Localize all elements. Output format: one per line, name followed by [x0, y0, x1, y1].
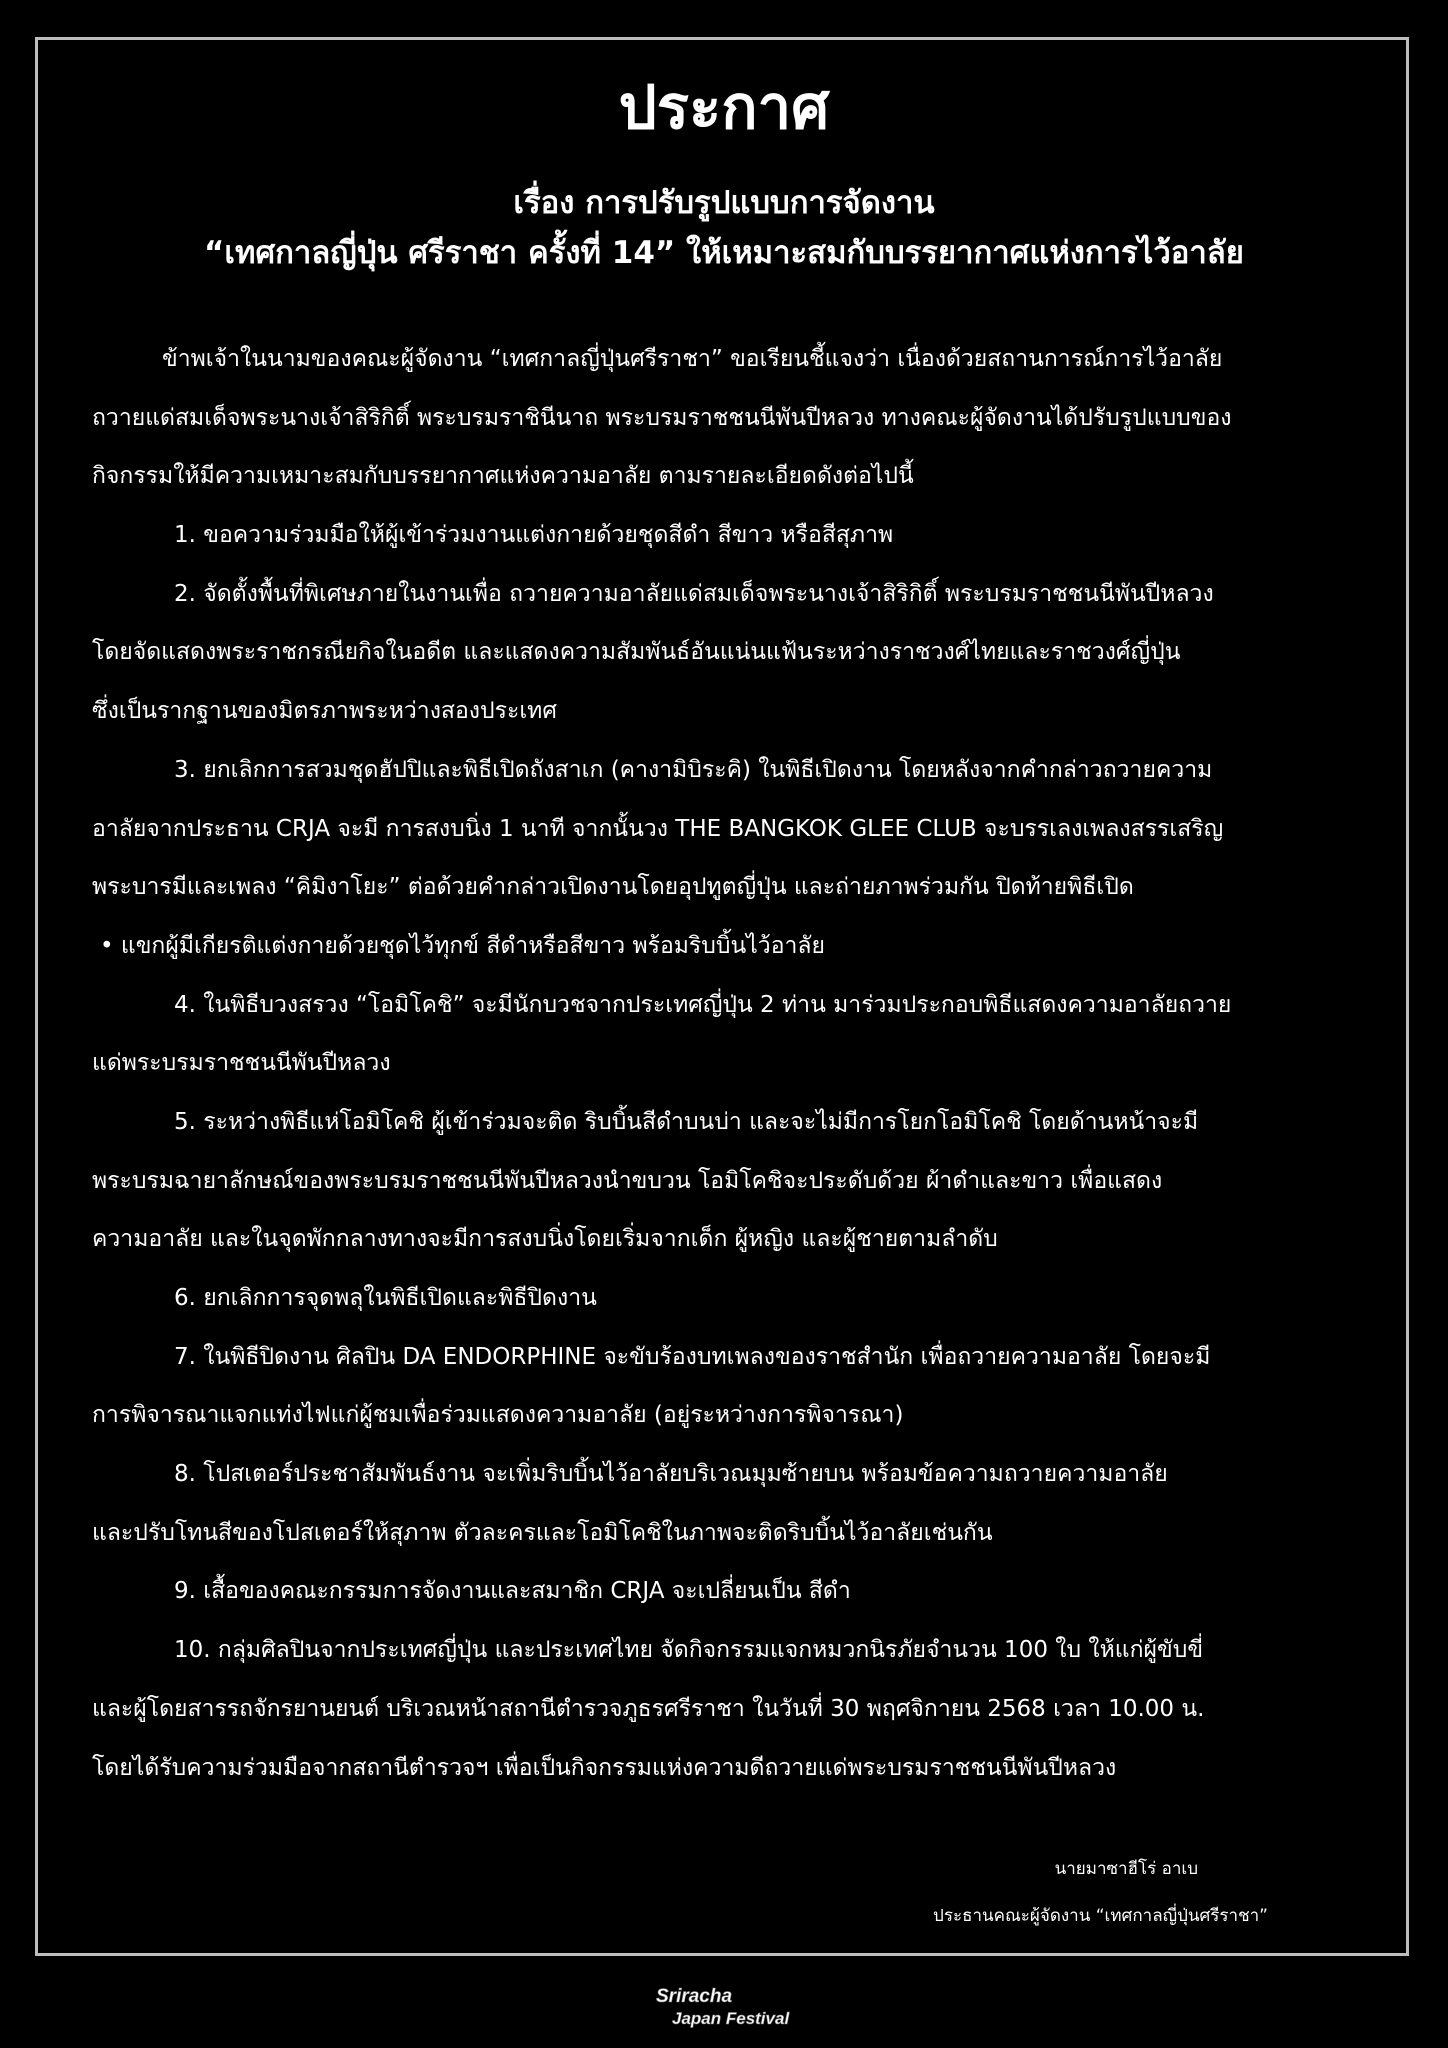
- logo-text-line-1: Sriracha: [656, 1986, 733, 2007]
- list-item-2-cont: โดยจัดแสดงพระราชกรณียกิจในอดีต และแสดงความสัมพันธ์อันแน่นแฟ้นระหว่างราชวงศ์ไทยและราชวงศ์ญี่ปุ่น: [92, 639, 1181, 666]
- signatory-role: ประธานคณะผู้จัดงาน “เทศกาลญี่ปุ่นศรีราชา”: [933, 1906, 1268, 1926]
- list-item-3-cont: พระบารมีและเพลง “คิมิงาโยะ” ต่อด้วยคำกล่าวเปิดงานโดยอุปทูตญี่ปุ่น และถ่ายภาพร่วมกัน ปิดท้ายพิธีเปิด: [92, 874, 1134, 901]
- list-item-4: 4. ในพิธีบวงสรวง “โอมิโคชิ” จะมีนักบวชจากประเทศญี่ปุ่น 2 ท่าน มาร่วมประกอบพิธีแสดงความอาลัยถวาย: [174, 991, 1232, 1018]
- list-item-6: 6. ยกเลิกการจุดพลุในพิธีเปิดและพิธีปิดงาน: [174, 1285, 597, 1311]
- list-item-3: 3. ยกเลิกการสวมชุดฮัปปิและพิธีเปิดถังสาเก (คางามิบิระคิ) ในพิธีเปิดงาน โดยหลังจากคำกล่าวถวายความ: [174, 756, 1213, 783]
- page-title: ประกาศ: [618, 73, 830, 143]
- list-item-1: 1. ขอความร่วมมือให้ผู้เข้าร่วมงานแต่งกายด้วยชุดสีดำ สีขาว หรือสีสุภาพ: [174, 522, 894, 549]
- list-item-5-cont: พระบรมฉายาลักษณ์ของพระบรมราชชนนีพันปีหลวงนำขบวน โอมิโคชิจะประดับด้วย ผ้าดำและขาว เพื่อแสดง: [92, 1167, 1163, 1194]
- list-item-3-cont: อาลัยจากประธาน CRJA จะมี การสงบนิ่ง 1 นาที จากนั้นวง THE BANGKOK GLEE CLUB จะบรรเลงเพลงสรรเสริญ: [92, 815, 1224, 842]
- intro-line: กิจกรรมให้มีความเหมาะสมกับบรรยากาศแห่งความอาลัย ตามรายละเอียดดังต่อไปนี้: [92, 463, 914, 490]
- list-item-7: 7. ในพิธีปิดงาน ศิลปิน DA ENDORPHINE จะขับร้องบทเพลงของราชสำนัก เพื่อถวายความอาลัย โดยจะมี: [174, 1343, 1211, 1370]
- list-item-10-cont: และผู้โดยสารรถจักรยานยนต์ บริเวณหน้าสถานีตำรวจภูธรศรีราชา ในวันที่ 30 พฤศจิกายน 2568 เวลา 10.00 น.: [92, 1695, 1205, 1722]
- list-item-2: 2. จัดตั้งพื้นที่พิเศษภายในงานเพื่อ ถวายความอาลัยแด่สมเด็จพระนางเจ้าสิริกิติ์ พระบรมราชชนนีพันปีหลวง: [174, 580, 1214, 607]
- list-item-8-cont: และปรับโทนสีของโปสเตอร์ให้สุภาพ ตัวละครและโอมิโคชิในภาพจะติดริบบิ้นไว้อาลัยเช่นกัน: [92, 1519, 993, 1546]
- list-item-10-cont: โดยได้รับความร่วมมือจากสถานีตำรวจฯ เพื่อเป็นกิจกรรมแห่งความดีถวายแด่พระบรมราชชนนีพันปีหลวง: [92, 1754, 1117, 1781]
- list-item-2-cont: ซึ่งเป็นรากฐานของมิตรภาพระหว่างสองประเทศ: [92, 698, 557, 725]
- signatory-name: นายมาซาฮีโร่ อาเบ: [1054, 1859, 1198, 1879]
- list-item-7-cont: การพิจารณาแจกแท่งไฟแก่ผู้ชมเพื่อร่วมแสดงความอาลัย (อยู่ระหว่างการพิจารณา): [92, 1402, 904, 1429]
- intro-line: ข้าพเจ้าในนามของคณะผู้จัดงาน “เทศกาลญี่ปุ่นศรีราชา” ขอเรียนชี้แจงว่า เนื่องด้วยสถานการณ์การไว้อาลัย: [162, 346, 1223, 372]
- list-item-4-cont: แด่พระบรมราชชนนีพันปีหลวง: [92, 1050, 391, 1077]
- list-item-5: 5. ระหว่างพิธีแห่โอมิโคชิ ผู้เข้าร่วมจะติด ริบบิ้นสีดำบนบ่า และจะไม่มีการโยกโอมิโคชิ โดยด้านหน้าจะมี: [174, 1108, 1199, 1135]
- intro-line: ถวายแด่สมเด็จพระนางเจ้าสิริกิติ์ พระบรมราชินีนาถ พระบรมราชชนนีพันปีหลวง ทางคณะผู้จัดงานได้ปรับรูปแบบของ: [92, 404, 1232, 431]
- list-item-10: 10. กลุ่มศิลปินจากประเทศญี่ปุ่น และประเทศไทย จัดกิจกรรมแจกหมวกนิรภัยจำนวน 100 ใบ ให้แก่ผู้ขับขี่: [174, 1637, 1204, 1664]
- signature-block: [933, 1846, 1268, 1940]
- subject-line-1: เรื่อง การปรับรูปแบบการจัดงาน: [513, 185, 935, 221]
- logo-text-line-2: Japan Festival: [672, 2009, 790, 2028]
- subject-heading: [0, 178, 1448, 278]
- sriracha-japan-festival-logo: [650, 1982, 830, 2030]
- announcement-body: [92, 330, 1362, 1797]
- subject-line-2: “เทศกาลญี่ปุ่น ศรีราชา ครั้งที่ 14” ให้เหมาะสมกับบรรยากาศแห่งการไว้อาลัย: [204, 235, 1244, 271]
- list-item-8: 8. โปสเตอร์ประชาสัมพันธ์งาน จะเพิ่มริบบิ้นไว้อาลัยบริเวณมุมซ้ายบน พร้อมข้อความถวายความอาลัย: [174, 1461, 1168, 1488]
- list-item-9: 9. เสื้อของคณะกรรมการจัดงานและสมาชิก CRJA จะเปลี่ยนเป็น สีดำ: [174, 1578, 851, 1605]
- bullet-item: • แขกผู้มีเกียรติแต่งกายด้วยชุดไว้ทุกข์ สีดำหรือสีขาว พร้อมริบบิ้นไว้อาลัย: [100, 932, 825, 959]
- list-item-5-cont: ความอาลัย และในจุดพักกลางทางจะมีการสงบนิ่งโดยเริ่มจากเด็ก ผู้หญิง และผู้ชายตามลำดับ: [92, 1226, 998, 1253]
